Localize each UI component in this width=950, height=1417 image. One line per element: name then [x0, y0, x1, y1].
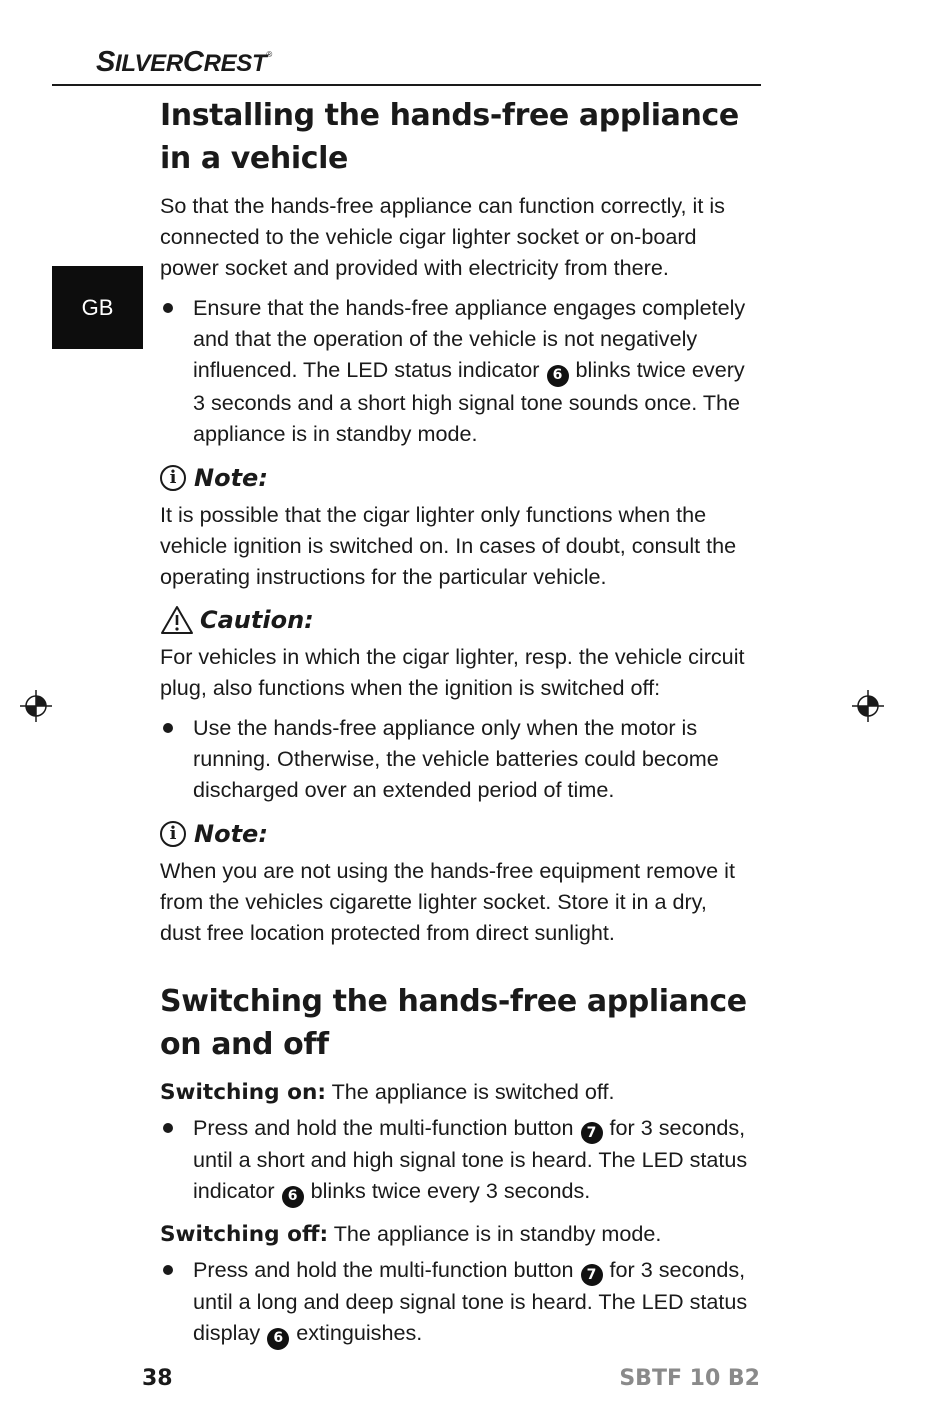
note-heading: i Note:: [160, 815, 750, 853]
header-rule: [52, 84, 761, 86]
reference-number-badge: 6: [282, 1186, 304, 1208]
switching-off-paragraph: Switching off: The appliance is in standby mode.: [160, 1220, 662, 1247]
bullet-list: [160, 1112, 750, 1208]
section-title-installing: Installing the hands-free appliance in a vehicle: [160, 98, 739, 176]
language-tab: [52, 266, 143, 349]
switching-on-paragraph: Switching on: The appliance is switched off.: [160, 1078, 615, 1105]
registration-mark-icon: [852, 690, 884, 722]
language-tab-label: GB: [81, 294, 114, 320]
brand-logo: SILVERCREST®: [96, 46, 272, 78]
bullet-list: [160, 1254, 750, 1350]
list-item: Ensure that the hands-free appliance engages completely and that the operation of the vehicle is not negatively influenced. The LED status indicator 6 blinks twice every 3 seconds and a short high signal tone sounds once. The appliance is in standby mode.: [160, 292, 750, 449]
reference-number-badge: 6: [547, 365, 569, 387]
reference-number-badge: 6: [267, 1328, 289, 1350]
note-heading: i Note:: [160, 459, 750, 497]
intro-paragraph: So that the hands-free appliance can function correctly, it is connected to the vehicle cigar lighter socket or on-board power socket and provided with electricity from there.: [160, 193, 725, 280]
caution-heading: Caution:: [160, 601, 750, 639]
list-item: Press and hold the multi-function button 7 for 3 seconds, until a short and high signal tone is heard. The LED status indicator 6 blinks twice every 3 seconds.: [160, 1112, 750, 1208]
reference-number-badge: 7: [581, 1122, 603, 1144]
model-number: SBTF 10 B2: [619, 1366, 760, 1391]
section-title-switching: Switching the hands-free appliance on and off: [160, 983, 747, 1062]
reference-number-badge: 7: [581, 1264, 603, 1286]
bullet-list: [160, 292, 750, 449]
note-text: It is possible that the cigar lighter only functions when the vehicle ignition is switched on. In cases of doubt, consult the operating instructions for the particular vehicle.: [160, 501, 737, 589]
main-content: [160, 94, 750, 1360]
info-icon: i: [160, 465, 186, 491]
info-icon: i: [160, 821, 186, 847]
note-text: When you are not using the hands-free equipment remove it from the vehicles cigarette lighter socket. Store it in a dry, dust free location protected from direct sunlight.: [160, 857, 735, 945]
bullet-list: [160, 712, 750, 805]
caution-text: For vehicles in which the cigar lighter, resp. the vehicle circuit plug, also functions when the ignition is switched off:: [160, 643, 745, 700]
page-number: 38: [142, 1366, 173, 1391]
registration-mark-icon: [20, 690, 52, 722]
list-item: Press and hold the multi-function button 7 for 3 seconds, until a long and deep signal tone is heard. The LED status display 6 extinguishes.: [160, 1254, 750, 1350]
warning-triangle-icon: [160, 605, 194, 635]
list-item: Use the hands-free appliance only when the motor is running. Otherwise, the vehicle batteries could become discharged over an extended period of time.: [160, 712, 750, 805]
